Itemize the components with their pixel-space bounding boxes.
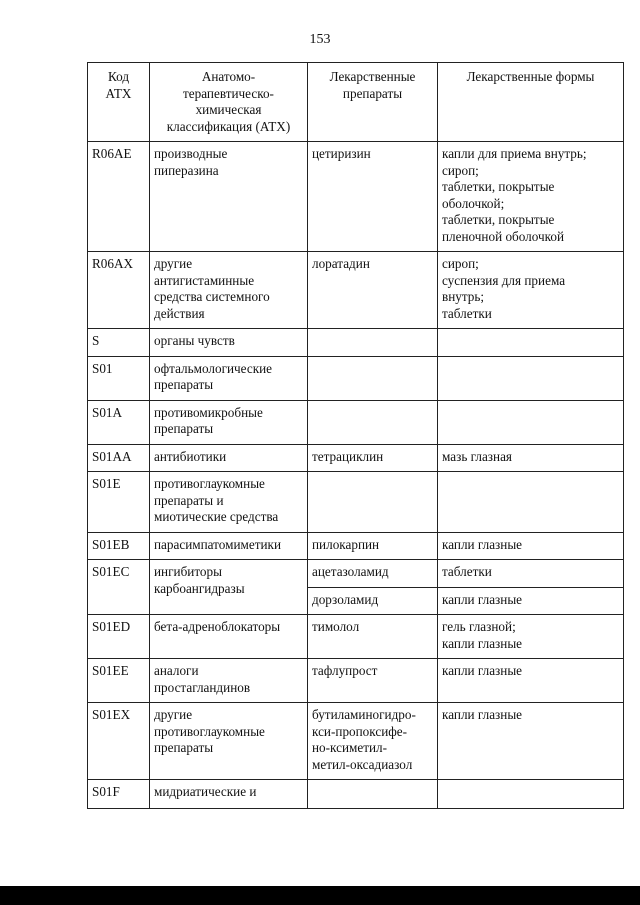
cell-code: [88, 703, 150, 780]
cell-text-line: но-ксиметил-: [312, 740, 388, 755]
cell-text-line: антигистаминные: [154, 272, 255, 288]
cell-forms: [438, 400, 624, 444]
cell-text-line: бета-адреноблокаторы: [154, 619, 281, 634]
cell-forms: [438, 560, 624, 588]
cell-text-line: тафлупрост: [312, 663, 378, 678]
cell-text-line: тетрациклин: [312, 448, 384, 464]
cell-drug: [308, 329, 438, 357]
cell-classification: [150, 703, 308, 780]
cell-text-line: капли глазные: [442, 663, 523, 678]
cell-text-line: пиперазина: [154, 162, 219, 178]
table-row: [88, 252, 624, 329]
cell-text-line: внутрь;: [442, 289, 485, 304]
cell-classification: [150, 252, 308, 329]
cell-drug: [308, 532, 438, 560]
cell-forms: [438, 703, 624, 780]
header-drugs: [308, 63, 438, 142]
cell-text-line: противоглаукомные: [154, 476, 265, 491]
cell-code: [88, 560, 150, 615]
cell-text-line: капли для приема внутрь;: [442, 146, 587, 161]
cell-forms: [438, 472, 624, 533]
cell-code: [88, 472, 150, 533]
cell-forms: [438, 356, 624, 400]
cell-drug: [308, 780, 438, 809]
cell-text-line: ацетазоламид: [312, 564, 389, 579]
cell-classification: [150, 560, 308, 615]
cell-drug: [308, 659, 438, 703]
cell-forms: [438, 142, 624, 252]
table-row: [88, 142, 624, 252]
cell-code: [88, 615, 150, 659]
cell-text-line: метил-оксадиазол: [312, 756, 413, 772]
cell-forms: [438, 329, 624, 357]
table-row: [88, 329, 624, 357]
cell-text-line: Лекарственные: [329, 69, 416, 84]
cell-drug: [308, 252, 438, 329]
cell-text-line: S01ED: [92, 619, 131, 634]
cell-text-line: S01: [92, 360, 113, 376]
table-row: [88, 532, 624, 560]
cell-text-line: другие: [154, 256, 193, 271]
cell-text-line: парасимпатомиметики: [154, 536, 281, 552]
cell-text-line: капли глазные: [442, 591, 523, 607]
cell-code: [88, 252, 150, 329]
cell-text-line: капли глазные: [442, 536, 523, 552]
cell-text-line: таблетки, покрытые: [442, 212, 555, 227]
cell-drug: [308, 703, 438, 780]
cell-code: [88, 356, 150, 400]
cell-text-line: дорзоламид: [312, 591, 379, 607]
cell-text-line: цетиризин: [312, 146, 371, 161]
cell-text-line: аналоги: [154, 663, 199, 678]
cell-text-line: S01A: [92, 404, 123, 420]
cell-text-line: R06AX: [92, 256, 134, 271]
cell-text-line: офтальмологические: [154, 360, 273, 376]
cell-text-line: гель глазной;: [442, 619, 516, 634]
scan-border-bar: [0, 886, 640, 905]
cell-text-line: пленочной оболочкой: [442, 228, 565, 244]
cell-text-line: миотические средства: [154, 509, 279, 524]
cell-drug: [308, 444, 438, 472]
cell-text-line: терапевтическо-: [183, 85, 274, 101]
cell-text-line: карбоангидразы: [154, 580, 245, 596]
page-number: 153: [309, 32, 331, 47]
cell-text-line: оболочкой;: [442, 195, 505, 211]
cell-drug: [308, 356, 438, 400]
cell-forms: [438, 444, 624, 472]
cell-text-line: таблетки, покрытые: [442, 179, 555, 194]
cell-classification: [150, 444, 308, 472]
table-row: [88, 659, 624, 703]
cell-code: [88, 780, 150, 809]
header-forms: [438, 63, 624, 142]
cell-text-line: мидриатические и: [154, 784, 257, 799]
cell-text-line: препараты и: [154, 492, 224, 508]
cell-forms: [438, 587, 624, 615]
table-row: [88, 560, 624, 588]
cell-text-line: R06AE: [92, 146, 132, 161]
header-classification: [150, 63, 308, 142]
cell-forms: [438, 252, 624, 329]
cell-text-line: препараты: [154, 421, 214, 436]
cell-classification: [150, 356, 308, 400]
cell-text-line: бутиламиногидро-: [312, 707, 416, 722]
cell-code: [88, 659, 150, 703]
cell-text-line: Код: [107, 69, 130, 84]
table-header-row: [88, 63, 624, 142]
atx-table: [87, 62, 624, 809]
cell-text-line: производные: [154, 146, 228, 161]
cell-text-line: тимолол: [312, 619, 360, 634]
cell-text-line: препараты: [154, 377, 214, 392]
cell-text-line: мазь глазная: [442, 448, 512, 464]
cell-text-line: капли глазные: [442, 635, 523, 651]
cell-text-line: S01EX: [92, 707, 131, 722]
cell-text-line: препараты: [154, 740, 214, 755]
table-row: [88, 356, 624, 400]
cell-text-line: кси-пропоксифе-: [312, 723, 408, 739]
table-row: [88, 703, 624, 780]
cell-drug: [308, 587, 438, 615]
cell-text-line: таблетки: [442, 305, 492, 321]
table-row: [88, 400, 624, 444]
cell-code: [88, 532, 150, 560]
cell-classification: [150, 400, 308, 444]
table-row: [88, 780, 624, 809]
cell-code: [88, 329, 150, 357]
cell-text-line: Анатомо-: [201, 69, 256, 84]
cell-drug: [308, 400, 438, 444]
cell-text-line: капли глазные: [442, 707, 523, 722]
table-row: [88, 615, 624, 659]
cell-text-line: S01EC: [92, 564, 130, 579]
cell-text-line: ингибиторы: [154, 564, 222, 579]
cell-text-line: органы чувств: [154, 333, 235, 348]
cell-code: [88, 444, 150, 472]
cell-classification: [150, 532, 308, 560]
table-row: [88, 444, 624, 472]
cell-text-line: противомикробные: [154, 404, 263, 420]
cell-drug: [308, 472, 438, 533]
cell-classification: [150, 472, 308, 533]
cell-text-line: сироп;: [442, 256, 479, 271]
cell-text-line: S01EB: [92, 536, 130, 552]
cell-classification: [150, 615, 308, 659]
cell-text-line: S01E: [92, 476, 121, 491]
cell-text-line: другие: [154, 707, 193, 722]
cell-code: [88, 400, 150, 444]
cell-text-line: действия: [154, 305, 205, 321]
cell-text-line: S01AA: [92, 448, 132, 464]
cell-text-line: лоратадин: [312, 256, 370, 271]
cell-classification: [150, 780, 308, 809]
cell-text-line: сироп;: [442, 162, 479, 178]
cell-text-line: противоглаукомные: [154, 723, 265, 739]
cell-text-line: классификация (АТХ): [166, 118, 291, 134]
cell-text-line: препараты: [342, 85, 403, 101]
table-row: [88, 472, 624, 533]
cell-classification: [150, 659, 308, 703]
cell-classification: [150, 142, 308, 252]
cell-forms: [438, 615, 624, 659]
cell-drug: [308, 615, 438, 659]
cell-text-line: пилокарпин: [312, 536, 380, 552]
cell-forms: [438, 780, 624, 809]
cell-text-line: простагландинов: [154, 679, 251, 695]
cell-text-line: S: [92, 333, 100, 348]
cell-text-line: S01F: [92, 784, 120, 799]
cell-text-line: S01EE: [92, 663, 129, 678]
header-code: [88, 63, 150, 142]
cell-text-line: суспензия для приема: [442, 272, 566, 288]
cell-text-line: антибиотики: [154, 448, 227, 464]
cell-drug: [308, 560, 438, 588]
cell-code: [88, 142, 150, 252]
cell-text-line: Лекарственные формы: [466, 69, 595, 84]
cell-classification: [150, 329, 308, 357]
cell-forms: [438, 532, 624, 560]
cell-text-line: АТХ: [105, 85, 132, 101]
cell-text-line: таблетки: [442, 564, 492, 579]
cell-drug: [308, 142, 438, 252]
cell-text-line: химическая: [195, 102, 262, 117]
cell-text-line: средства системного: [154, 289, 270, 304]
cell-forms: [438, 659, 624, 703]
